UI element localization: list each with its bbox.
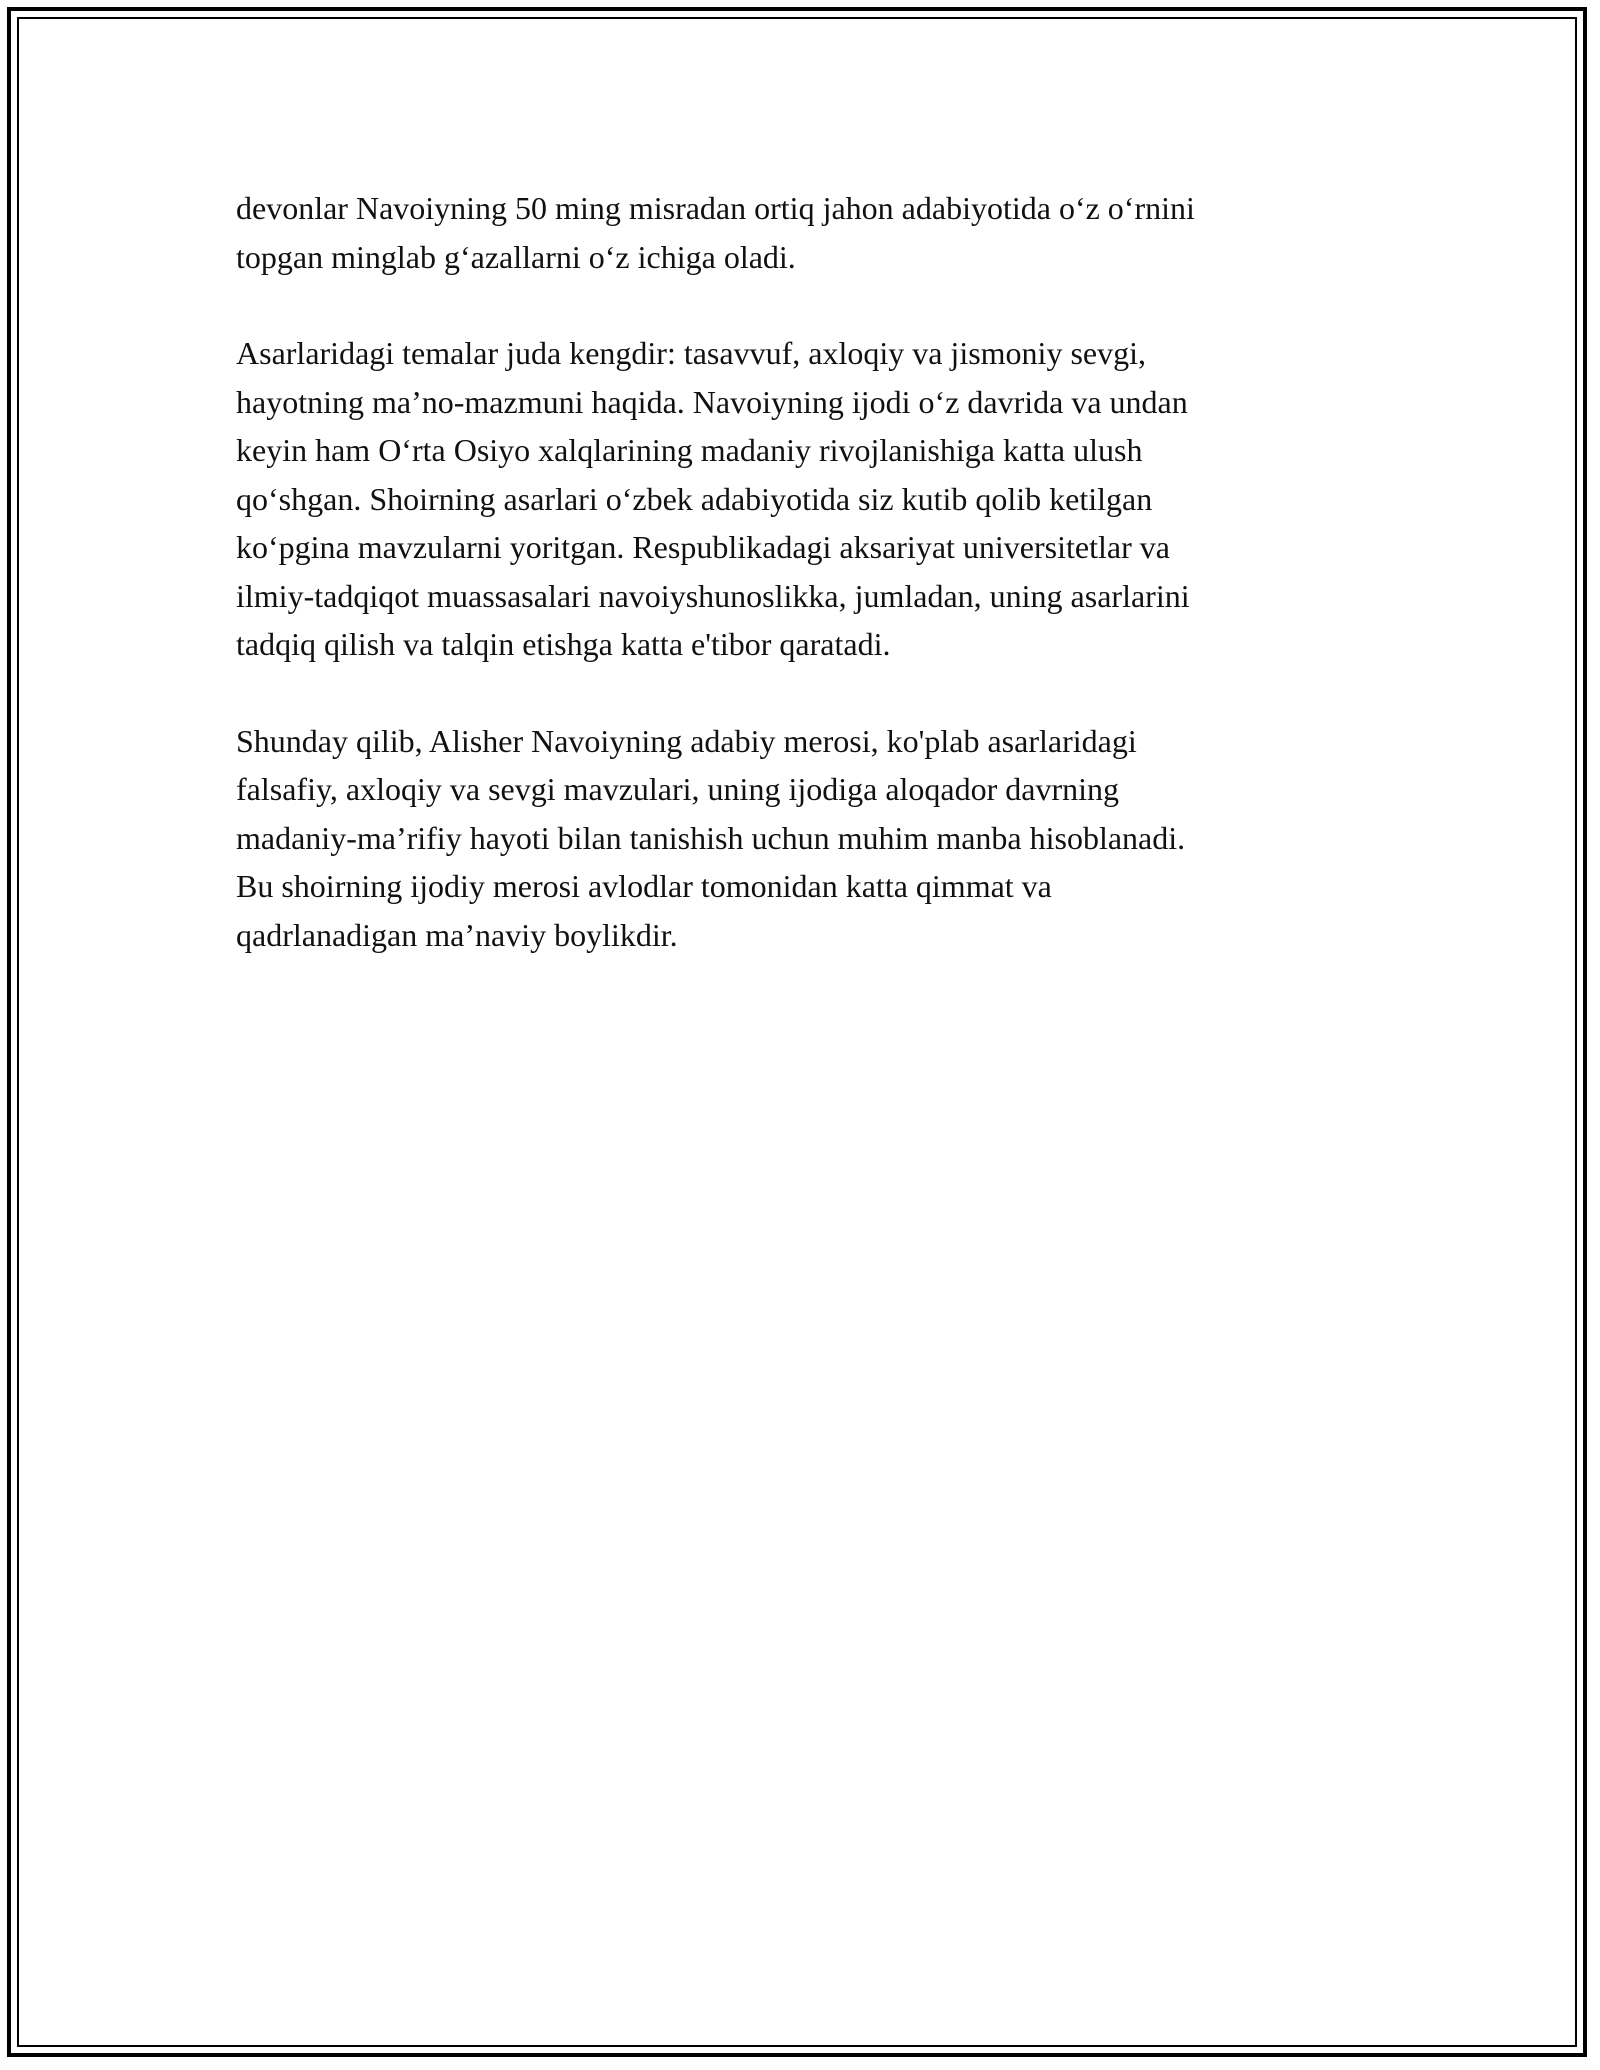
text-line: ko‘pgina mavzularni yoritgan. Respublikadagi aksariyat universitetlar va	[236, 529, 1170, 565]
text-line: ilmiy-tadqiqot muassasalari navoiyshunoslikka, jumladan, uning asarlarini	[236, 577, 1190, 614]
text-line: hayotning ma’no-mazmuni haqida. Navoiyning ijodi o‘z davrida va undan	[236, 383, 1188, 420]
text-line: Shunday qilib, Alisher Navoiyning adabiy merosi, ko'plab asarlaridagi	[236, 722, 1137, 759]
text-line: devonlar Navoiyning 50 ming misradan ortiq jahon adabiyotida o‘z o‘rnini	[236, 190, 1195, 226]
text-line: qo‘shgan. Shoirning asarlari o‘zbek adabiyotida siz kutib qolib ketilgan	[236, 480, 1153, 517]
paragraph-3	[236, 717, 1366, 960]
text-line: Asarlaridagi temalar juda kengdir: tasavvuf, axloqiy va jismoniy sevgi,	[236, 335, 1146, 371]
text-line: madaniy-ma’rifiy hayoti bilan tanishish uchun muhim manba hisoblanadi.	[236, 819, 1186, 856]
text-line: keyin ham O‘rta Osiyo xalqlarining madaniy rivojlanishiga katta ulush	[236, 432, 1143, 468]
text-line: tadqiq qilish va talqin etishga katta e'tibor qaratadi.	[236, 626, 891, 662]
text-line: topgan minglab g‘azallarni o‘z ichiga oladi.	[236, 238, 796, 275]
paragraph-1	[236, 184, 1366, 281]
text-line: falsafiy, axloqiy va sevgi mavzulari, uning ijodiga aloqador davrning	[236, 771, 1120, 807]
document-body	[236, 184, 1366, 1007]
text-line: qadrlanadigan ma’naviy boylikdir.	[236, 916, 678, 953]
text-line: Bu shoirning ijodiy merosi avlodlar tomonidan katta qimmat va	[236, 868, 1052, 904]
paragraph-2	[236, 329, 1366, 669]
